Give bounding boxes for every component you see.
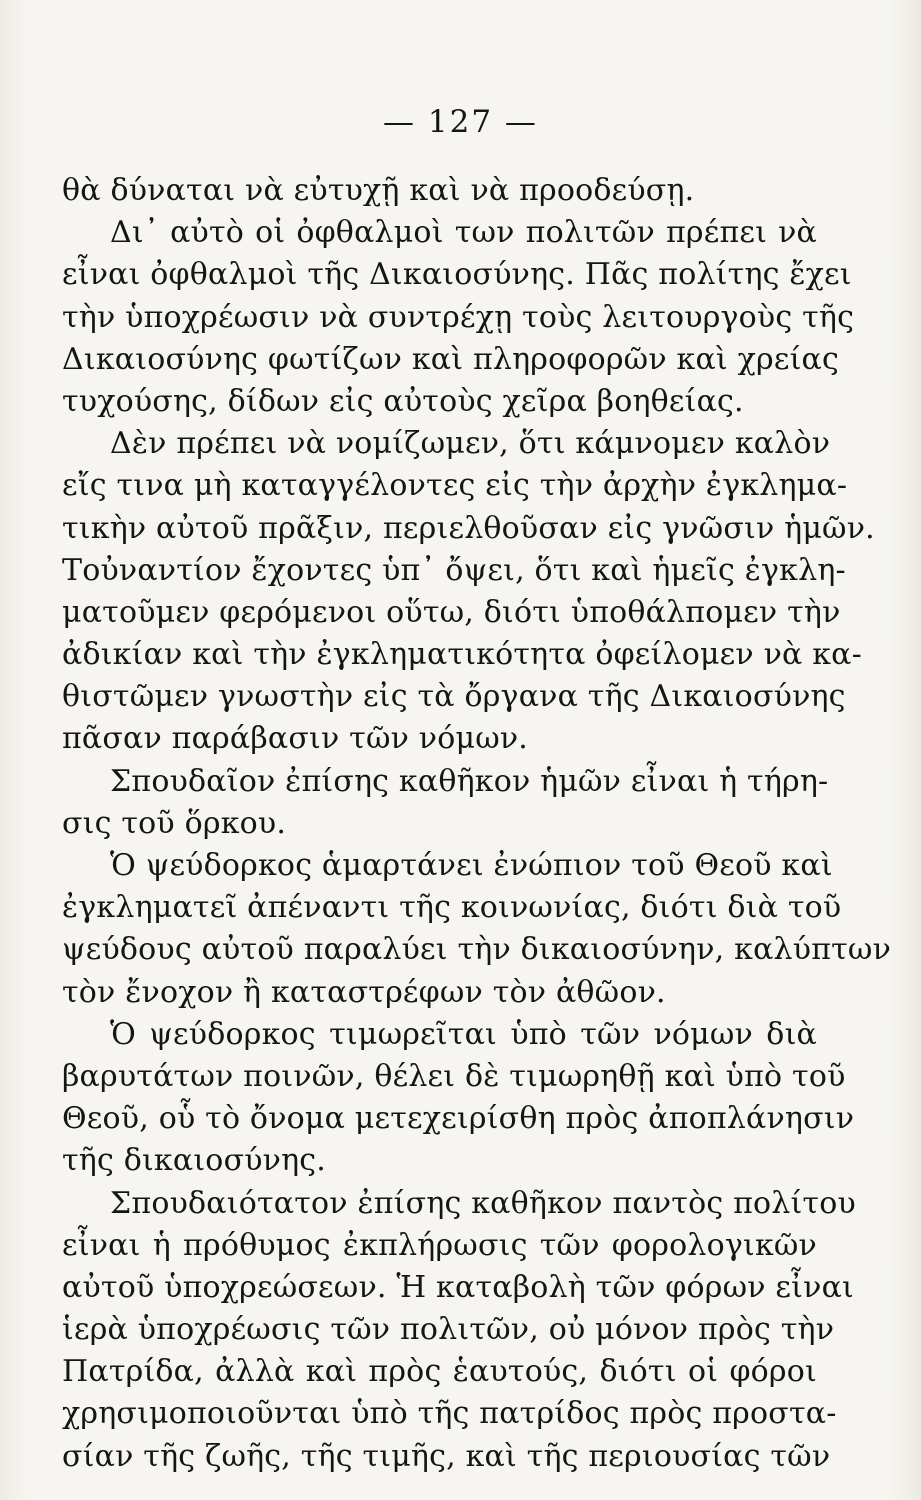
text-line: ἱερὰ ὑποχρέωσις τῶν πολιτῶν, οὐ μόνον πρὸς τὴν: [62, 1312, 835, 1348]
text-line: αὐτοῦ ὑποχρεώσεων. Ἡ καταβολὴ τῶν φόρων εἶναι: [62, 1269, 854, 1305]
text-line: θιστῶμεν γνωστὴν εἰς τὰ ὄργανα τῆς Δικαιοσύνης: [62, 679, 846, 715]
text-line: Σπουδαιότατον ἐπίσης καθῆκον παντὸς πολίτου: [110, 1185, 856, 1221]
text-line: Σπουδαῖον ἐπίσης καθῆκον ἡμῶν εἶναι ἡ τήρη-: [110, 763, 829, 799]
text-line: πᾶσαν παράβασιν τῶν νόμων.: [62, 721, 529, 757]
page-number: — 127 —: [383, 104, 538, 140]
text-line: εἶναι ἡ πρόθυμος ἐκπλήρωσις τῶν φορολογικῶν: [62, 1227, 817, 1263]
text-line: χρησιμοποιοῦνται ὑπὸ τῆς πατρίδος πρὸς προστα-: [62, 1396, 837, 1432]
text-line: θὰ δύναται νὰ εὐτυχῇ καὶ νὰ προοδεύσῃ.: [62, 173, 695, 208]
text-line: Δι᾽ αὐτὸ οἱ ὀφθαλμοὶ των πολιτῶν πρέπει νὰ: [110, 215, 817, 251]
text-line: ἀδικίαν καὶ τὴν ἐγκληματικότητα ὀφείλομεν νὰ κα-: [62, 637, 862, 673]
text-line: τὸν ἔνοχον ἢ καταστρέφων τὸν ἀθῶον.: [62, 974, 666, 1010]
text-line: Δικαιοσύνης φωτίζων καὶ πληροφορῶν καὶ χρείας: [62, 341, 839, 377]
text-line: ψεύδους αὐτοῦ παραλύει τὴν δικαιοσύνην, καλύπτων: [62, 932, 892, 968]
text-line: ματοῦμεν φερόμενοι οὕτω, διότι ὑποθάλπομεν τὴν: [62, 594, 841, 630]
text-line: Ὁ ψεύδορκος τιμωρεῖται ὑπὸ τῶν νόμων διὰ: [110, 1016, 817, 1052]
text-line: ἐγκληματεῖ ἀπέναντι τῆς κοινωνίας, διότι διὰ τοῦ: [62, 890, 842, 926]
text-line: Πατρίδα, ἀλλὰ καὶ πρὸς ἑαυτούς, διότι οἱ φόροι: [62, 1354, 817, 1390]
text-line: τικὴν αὐτοῦ πρᾶξιν, περιελθοῦσαν εἰς γνῶσιν ἡμῶν.: [62, 510, 875, 546]
text-line: Θεοῦ, οὗ τὸ ὄνομα μετεχειρίσθη πρὸς ἀποπλάνησιν: [62, 1101, 855, 1137]
text-line: τῆς δικαιοσύνης.: [62, 1143, 327, 1179]
text-line: τυχούσης, δίδων εἰς αὐτοὺς χεῖρα βοηθείας.: [62, 383, 744, 419]
text-line: σίαν τῆς ζωῆς, τῆς τιμῆς, καὶ τῆς περιουσίας τῶν: [62, 1438, 831, 1474]
page-text: [62, 170, 892, 1478]
text-line: Δὲν πρέπει νὰ νομίζωμεν, ὅτι κάμνομεν καλὸν: [110, 426, 831, 462]
text-line: εἶναι ὀφθαλμοὶ τῆς Δικαιοσύνης. Πᾶς πολίτης ἔχει: [62, 257, 852, 293]
text-line: εἴς τινα μὴ καταγγέλοντες εἰς τὴν ἀρχὴν ἐγκλημα-: [62, 468, 848, 504]
text-line: Τοὐναντίον ἔχοντες ὑπ᾽ ὄψει, ὅτι καὶ ἡμεῖς ἐγκλη-: [62, 552, 846, 588]
text-line: τὴν ὑποχρέωσιν νὰ συντρέχῃ τοὺς λειτουργοὺς τῆς: [62, 299, 855, 335]
text-line: Ὁ ψεύδορκος ἁμαρτάνει ἐνώπιον τοῦ Θεοῦ καὶ: [110, 848, 833, 883]
text-line: σις τοῦ ὅρκου.: [62, 805, 287, 841]
text-line: βαρυτάτων ποινῶν, θέλει δὲ τιμωρηθῇ καὶ ὑπὸ τοῦ: [62, 1058, 846, 1094]
